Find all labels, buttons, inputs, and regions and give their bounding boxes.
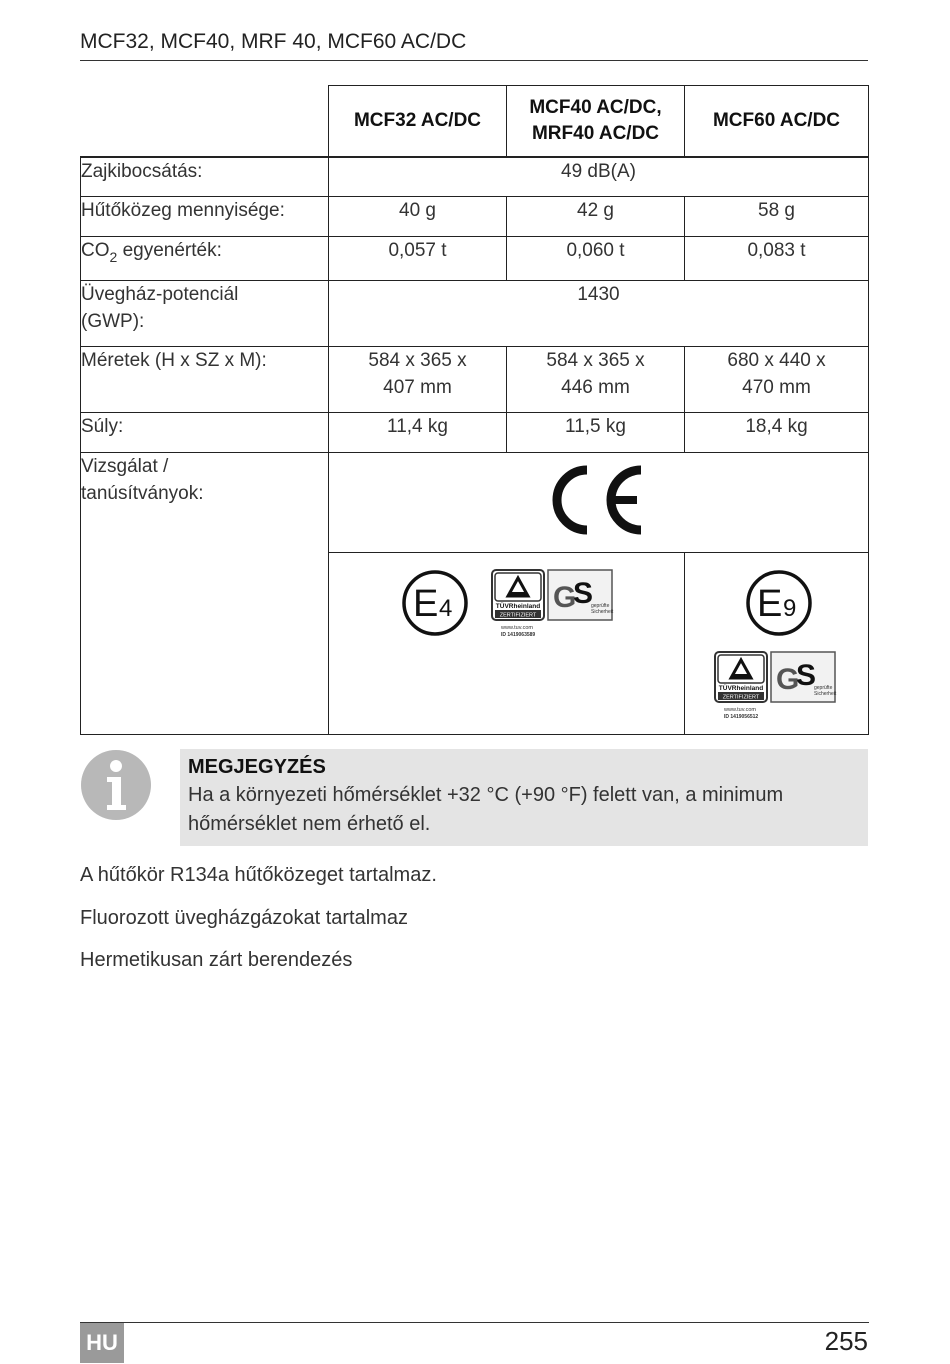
ce-mark-icon <box>549 464 649 536</box>
row-label <box>81 281 329 347</box>
cert-logos-right-cell <box>685 553 869 735</box>
co2-label-suffix: egyenérték: <box>117 240 222 261</box>
cell-value: 0,057 t <box>329 237 507 281</box>
tuv-brand-text: TÜVRheinland <box>718 685 764 692</box>
running-header: MCF32, MCF40, MRF 40, MCF60 AC/DC <box>80 30 868 61</box>
tuv-url-text: www.tuv.com <box>501 625 533 631</box>
page-number: 255 <box>824 1326 868 1356</box>
certs-label-line1: Vizsgálat / <box>81 456 169 477</box>
note-text-line2: hőmérséklet nem érhető el. <box>188 813 431 835</box>
cert-logos-left-cell <box>329 553 685 735</box>
cell-value: 11,4 kg <box>329 413 507 453</box>
e4-mark-icon <box>401 569 469 637</box>
dim-line2: 407 mm <box>383 377 452 398</box>
tuv-id-text: ID 1419056512 <box>724 714 759 720</box>
tuv-status-text: ZERTIFIZIERT <box>499 612 537 619</box>
cell-value: 0,083 t <box>685 237 869 281</box>
dim-line1: 584 x 365 x <box>368 350 467 371</box>
table-row-certs <box>81 453 869 553</box>
gs-text-1: geprüfte <box>814 685 833 691</box>
row-label: Hűtőközeg mennyisége: <box>81 197 329 237</box>
cell-value: 0,060 t <box>507 237 685 281</box>
column-header-mcf40 <box>507 86 685 157</box>
svg-text:S: S <box>573 577 594 610</box>
dim-line1: 584 x 365 x <box>546 350 645 371</box>
tuv-url-text: www.tuv.com <box>724 707 756 713</box>
column-header-mcf32: MCF32 AC/DC <box>329 86 507 157</box>
gwp-label-line2: (GWP): <box>81 311 145 332</box>
table-row-gwp <box>81 281 869 347</box>
e4-number: 4 <box>439 595 453 622</box>
table-row-dimensions <box>81 347 869 413</box>
footer-divider <box>80 1322 869 1323</box>
column-header-mcf60: MCF60 AC/DC <box>685 86 869 157</box>
tuv-gs-logo-icon <box>491 569 615 639</box>
co2-label-subscript: 2 <box>109 249 118 265</box>
spec-table <box>80 85 869 735</box>
cell-value: 18,4 kg <box>685 413 869 453</box>
table-row-noise <box>81 157 869 197</box>
svg-text:S: S <box>796 659 817 692</box>
cell-value: 40 g <box>329 197 507 237</box>
table-row-refrigerant <box>81 197 869 237</box>
note-box <box>180 749 868 846</box>
row-label <box>81 453 329 735</box>
certs-label-line2: tanúsítványok: <box>81 483 204 504</box>
tuv-id-text: ID 1419063589 <box>501 632 536 638</box>
table-row-weight <box>81 413 869 453</box>
e4-letter: E <box>413 583 439 625</box>
e9-number: 9 <box>783 595 797 622</box>
gs-text-2: Sicherheit <box>814 691 837 697</box>
row-label <box>81 237 329 281</box>
row-label: Méretek (H x SZ x M): <box>81 347 329 413</box>
cell-value: 58 g <box>685 197 869 237</box>
ce-cell <box>329 453 869 553</box>
cell-value: 1430 <box>329 281 869 347</box>
tuv-brand-text: TÜVRheinland <box>495 603 541 610</box>
language-badge: HU <box>80 1323 124 1363</box>
dim-line1: 680 x 440 x <box>727 350 826 371</box>
gs-text-1: geprüfte <box>591 603 610 609</box>
svg-text:G: G <box>553 581 577 614</box>
e9-letter: E <box>757 583 783 625</box>
table-row-co2 <box>81 237 869 281</box>
row-label: Súly: <box>81 413 329 453</box>
table-header-row <box>81 86 869 157</box>
note-title: MEGJEGYZÉS <box>188 756 326 778</box>
gwp-label-line1: Üvegház-potenciál <box>81 284 239 305</box>
cell-value <box>507 347 685 413</box>
dim-line2: 446 mm <box>561 377 630 398</box>
info-icon <box>80 749 152 821</box>
column-header-mrf40-line2: MRF40 AC/DC <box>531 122 660 144</box>
cell-value <box>329 347 507 413</box>
tuv-gs-logo-icon <box>714 651 838 721</box>
note-text-line1: Ha a környezeti hőmérséklet +32 °C (+90 °F) felett van, a minimum <box>188 784 784 806</box>
paragraph: Fluorozott üvegházgázokat tartalmaz <box>80 907 408 929</box>
e9-mark-icon <box>745 569 813 637</box>
blank-header-cell <box>81 86 329 157</box>
gs-text-2: Sicherheit <box>591 609 614 615</box>
co2-label-prefix: CO <box>81 240 110 261</box>
cell-value <box>685 347 869 413</box>
cell-value: 49 dB(A) <box>329 157 869 197</box>
row-label: Zajkibocsátás: <box>81 157 329 197</box>
paragraph: Hermetikusan zárt berendezés <box>80 949 353 971</box>
svg-text:G: G <box>776 663 800 696</box>
column-header-mcf40-line1: MCF40 AC/DC, <box>529 96 662 118</box>
cell-value: 11,5 kg <box>507 413 685 453</box>
paragraph: A hűtőkör R134a hűtőközeget tartalmaz. <box>80 864 437 886</box>
tuv-status-text: ZERTIFIZIERT <box>722 694 760 701</box>
dim-line2: 470 mm <box>742 377 811 398</box>
cell-value: 42 g <box>507 197 685 237</box>
